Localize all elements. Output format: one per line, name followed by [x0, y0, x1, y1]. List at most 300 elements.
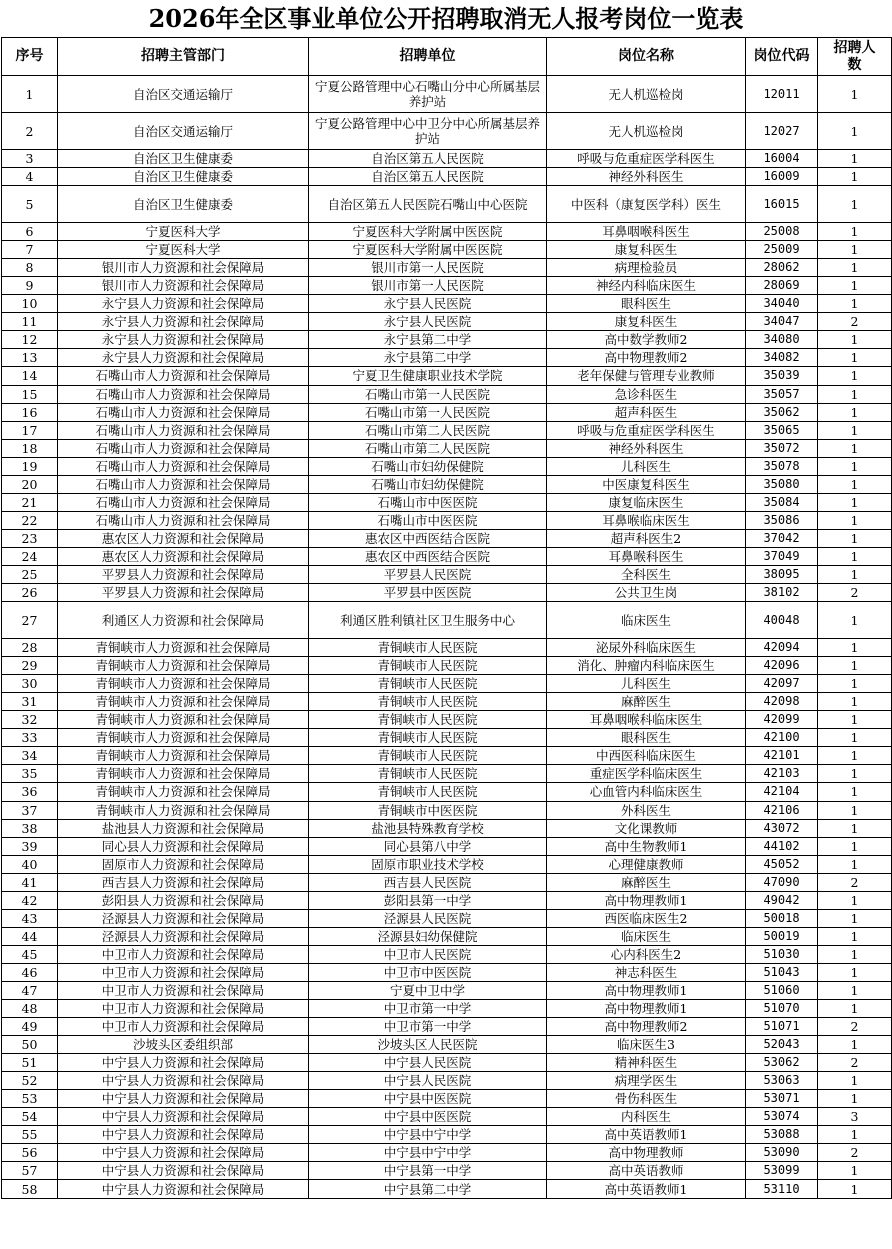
row-unit: 永宁县第二中学 [309, 331, 547, 349]
row-code: 16015 [746, 186, 818, 223]
row-no: 40 [2, 855, 58, 873]
row-post: 心理健康教师 [547, 855, 746, 873]
row-code: 35080 [746, 475, 818, 493]
row-count: 1 [818, 675, 892, 693]
row-code: 34080 [746, 331, 818, 349]
row-post: 精神科医生 [547, 1054, 746, 1072]
row-no: 10 [2, 295, 58, 313]
row-count: 1 [818, 457, 892, 475]
header-unit: 招聘单位 [309, 38, 547, 76]
row-dept: 中宁县人力资源和社会保障局 [58, 1162, 309, 1180]
table-row [2, 150, 892, 168]
table-row [2, 1144, 892, 1162]
row-dept: 青铜峡市人力资源和社会保障局 [58, 639, 309, 657]
row-count: 1 [818, 439, 892, 457]
row-post: 泌尿外科临床医生 [547, 639, 746, 657]
table-row [2, 765, 892, 783]
table-row [2, 529, 892, 547]
row-post: 高中物理教师1 [547, 981, 746, 999]
table-row [2, 331, 892, 349]
row-post: 全科医生 [547, 565, 746, 583]
row-unit: 中宁县第二中学 [309, 1180, 547, 1198]
table-row [2, 295, 892, 313]
row-no: 20 [2, 475, 58, 493]
table-row [2, 186, 892, 223]
row-no: 3 [2, 150, 58, 168]
row-dept: 永宁县人力资源和社会保障局 [58, 313, 309, 331]
row-unit: 永宁县人民医院 [309, 295, 547, 313]
row-code: 35057 [746, 385, 818, 403]
row-code: 40048 [746, 602, 818, 639]
row-no: 13 [2, 349, 58, 367]
row-code: 35065 [746, 421, 818, 439]
table-row [2, 873, 892, 891]
row-unit: 银川市第一人民医院 [309, 259, 547, 277]
row-unit: 石嘴山市第一人民医院 [309, 403, 547, 421]
row-unit: 自治区第五人民医院 [309, 150, 547, 168]
row-dept: 同心县人力资源和社会保障局 [58, 837, 309, 855]
row-unit: 惠农区中西医结合医院 [309, 529, 547, 547]
row-unit: 石嘴山市第二人民医院 [309, 439, 547, 457]
row-count: 1 [818, 493, 892, 511]
row-code: 25009 [746, 241, 818, 259]
row-no: 57 [2, 1162, 58, 1180]
table-row [2, 729, 892, 747]
header-row [2, 38, 892, 76]
row-post: 高中物理教师1 [547, 1000, 746, 1018]
row-count: 1 [818, 765, 892, 783]
table-row [2, 313, 892, 331]
row-no: 30 [2, 675, 58, 693]
row-post: 超声科医生 [547, 403, 746, 421]
row-unit: 西吉县人民医院 [309, 873, 547, 891]
row-unit: 宁夏医科大学附属中医医院 [309, 223, 547, 241]
table-row [2, 1072, 892, 1090]
row-no: 46 [2, 963, 58, 981]
row-dept: 永宁县人力资源和社会保障局 [58, 331, 309, 349]
row-no: 2 [2, 113, 58, 150]
row-dept: 石嘴山市人力资源和社会保障局 [58, 385, 309, 403]
row-no: 5 [2, 186, 58, 223]
row-post: 康复科医生 [547, 313, 746, 331]
row-no: 37 [2, 801, 58, 819]
row-no: 1 [2, 76, 58, 113]
row-no: 38 [2, 819, 58, 837]
row-dept: 中宁县人力资源和社会保障局 [58, 1054, 309, 1072]
row-post: 病理检验员 [547, 259, 746, 277]
row-code: 42100 [746, 729, 818, 747]
row-code: 12027 [746, 113, 818, 150]
row-post: 消化、肿瘤内科临床医生 [547, 657, 746, 675]
row-post: 无人机巡检岗 [547, 76, 746, 113]
row-dept: 自治区卫生健康委 [58, 150, 309, 168]
row-code: 37049 [746, 547, 818, 565]
row-unit: 永宁县第二中学 [309, 349, 547, 367]
row-code: 42104 [746, 783, 818, 801]
row-post: 老年保健与管理专业教师 [547, 367, 746, 385]
table-row [2, 367, 892, 385]
header-post: 岗位名称 [547, 38, 746, 76]
table-row [2, 76, 892, 113]
table-row [2, 584, 892, 602]
row-dept: 中卫市人力资源和社会保障局 [58, 945, 309, 963]
row-unit: 中卫市人民医院 [309, 945, 547, 963]
row-post: 神志科医生 [547, 963, 746, 981]
row-count: 1 [818, 602, 892, 639]
table-row [2, 837, 892, 855]
row-code: 25008 [746, 223, 818, 241]
row-count: 1 [818, 259, 892, 277]
row-count: 1 [818, 76, 892, 113]
table-row [2, 891, 892, 909]
row-post: 高中英语教师1 [547, 1126, 746, 1144]
row-dept: 自治区交通运输厅 [58, 113, 309, 150]
table-row [2, 981, 892, 999]
row-count: 1 [818, 295, 892, 313]
row-count: 1 [818, 963, 892, 981]
row-no: 28 [2, 639, 58, 657]
table-row [2, 657, 892, 675]
row-dept: 中宁县人力资源和社会保障局 [58, 1180, 309, 1198]
row-no: 31 [2, 693, 58, 711]
row-no: 42 [2, 891, 58, 909]
row-count: 1 [818, 113, 892, 150]
row-no: 35 [2, 765, 58, 783]
row-count: 1 [818, 639, 892, 657]
table-row [2, 168, 892, 186]
row-count: 2 [818, 1018, 892, 1036]
table-row [2, 349, 892, 367]
row-post: 神经外科医生 [547, 439, 746, 457]
row-count: 1 [818, 747, 892, 765]
row-count: 1 [818, 1000, 892, 1018]
row-unit: 宁夏医科大学附属中医医院 [309, 241, 547, 259]
page-title: 2026年全区事业单位公开招聘取消无人报考岗位一览表 [148, 4, 744, 33]
row-unit: 沙坡头区人民医院 [309, 1036, 547, 1054]
table-row [2, 439, 892, 457]
row-unit: 石嘴山市妇幼保健院 [309, 475, 547, 493]
row-code: 53090 [746, 1144, 818, 1162]
row-no: 33 [2, 729, 58, 747]
row-no: 11 [2, 313, 58, 331]
row-count: 1 [818, 1036, 892, 1054]
row-no: 39 [2, 837, 58, 855]
row-post: 临床医生3 [547, 1036, 746, 1054]
row-code: 34047 [746, 313, 818, 331]
table-row [2, 475, 892, 493]
row-count: 1 [818, 150, 892, 168]
row-post: 神经外科医生 [547, 168, 746, 186]
row-code: 37042 [746, 529, 818, 547]
row-no: 45 [2, 945, 58, 963]
row-no: 22 [2, 511, 58, 529]
table-row [2, 1090, 892, 1108]
table-row [2, 457, 892, 475]
row-no: 16 [2, 403, 58, 421]
row-post: 内科医生 [547, 1108, 746, 1126]
table-row [2, 819, 892, 837]
row-post: 高中生物教师1 [547, 837, 746, 855]
row-dept: 宁夏医科大学 [58, 223, 309, 241]
row-post: 临床医生 [547, 927, 746, 945]
row-count: 1 [818, 729, 892, 747]
row-no: 49 [2, 1018, 58, 1036]
table-row [2, 511, 892, 529]
table-row [2, 639, 892, 657]
row-code: 38102 [746, 584, 818, 602]
row-count: 1 [818, 1126, 892, 1144]
row-unit: 宁夏公路管理中心中卫分中心所属基层养护站 [309, 113, 547, 150]
row-unit: 中宁县中医医院 [309, 1090, 547, 1108]
row-code: 43072 [746, 819, 818, 837]
row-unit: 石嘴山市第一人民医院 [309, 385, 547, 403]
row-unit: 平罗县中医医院 [309, 584, 547, 602]
row-no: 24 [2, 547, 58, 565]
row-dept: 中宁县人力资源和社会保障局 [58, 1108, 309, 1126]
row-dept: 彭阳县人力资源和社会保障局 [58, 891, 309, 909]
row-code: 35062 [746, 403, 818, 421]
row-post: 急诊科医生 [547, 385, 746, 403]
row-count: 2 [818, 1054, 892, 1072]
row-code: 35086 [746, 511, 818, 529]
row-count: 1 [818, 837, 892, 855]
row-code: 51030 [746, 945, 818, 963]
table-row [2, 801, 892, 819]
row-code: 51071 [746, 1018, 818, 1036]
row-post: 神经内科临床医生 [547, 277, 746, 295]
row-count: 3 [818, 1108, 892, 1126]
row-count: 1 [818, 331, 892, 349]
table-row [2, 241, 892, 259]
row-count: 1 [818, 421, 892, 439]
row-count: 1 [818, 855, 892, 873]
row-count: 1 [818, 168, 892, 186]
row-no: 8 [2, 259, 58, 277]
row-post: 临床医生 [547, 602, 746, 639]
row-unit: 石嘴山市妇幼保健院 [309, 457, 547, 475]
row-dept: 自治区卫生健康委 [58, 168, 309, 186]
row-code: 47090 [746, 873, 818, 891]
row-count: 1 [818, 241, 892, 259]
row-no: 23 [2, 529, 58, 547]
row-unit: 宁夏中卫中学 [309, 981, 547, 999]
row-post: 耳鼻喉临床医生 [547, 511, 746, 529]
row-post: 公共卫生岗 [547, 584, 746, 602]
row-dept: 固原市人力资源和社会保障局 [58, 855, 309, 873]
row-dept: 中卫市人力资源和社会保障局 [58, 1018, 309, 1036]
row-count: 1 [818, 403, 892, 421]
row-unit: 中卫市第一中学 [309, 1000, 547, 1018]
row-post: 儿科医生 [547, 457, 746, 475]
table-row [2, 385, 892, 403]
row-code: 42106 [746, 801, 818, 819]
row-no: 9 [2, 277, 58, 295]
row-dept: 平罗县人力资源和社会保障局 [58, 584, 309, 602]
row-code: 50018 [746, 909, 818, 927]
row-no: 51 [2, 1054, 58, 1072]
table-row [2, 783, 892, 801]
row-no: 12 [2, 331, 58, 349]
table-row [2, 277, 892, 295]
row-no: 43 [2, 909, 58, 927]
row-count: 1 [818, 349, 892, 367]
row-unit: 青铜峡市人民医院 [309, 675, 547, 693]
row-no: 32 [2, 711, 58, 729]
row-code: 51070 [746, 1000, 818, 1018]
row-unit: 自治区第五人民医院 [309, 168, 547, 186]
row-dept: 中卫市人力资源和社会保障局 [58, 963, 309, 981]
row-code: 42096 [746, 657, 818, 675]
row-code: 38095 [746, 565, 818, 583]
row-code: 16004 [746, 150, 818, 168]
row-unit: 青铜峡市人民医院 [309, 765, 547, 783]
row-dept: 石嘴山市人力资源和社会保障局 [58, 403, 309, 421]
row-code: 42101 [746, 747, 818, 765]
row-post: 儿科医生 [547, 675, 746, 693]
row-no: 4 [2, 168, 58, 186]
row-post: 高中英语教师 [547, 1162, 746, 1180]
row-code: 42097 [746, 675, 818, 693]
row-dept: 惠农区人力资源和社会保障局 [58, 529, 309, 547]
table-row [2, 1018, 892, 1036]
row-unit: 中宁县第一中学 [309, 1162, 547, 1180]
row-post: 高中英语教师1 [547, 1180, 746, 1198]
row-dept: 盐池县人力资源和社会保障局 [58, 819, 309, 837]
row-dept: 青铜峡市人力资源和社会保障局 [58, 801, 309, 819]
row-code: 35072 [746, 439, 818, 457]
row-dept: 青铜峡市人力资源和社会保障局 [58, 693, 309, 711]
row-dept: 沙坡头区委组织部 [58, 1036, 309, 1054]
row-dept: 中宁县人力资源和社会保障局 [58, 1072, 309, 1090]
row-dept: 中宁县人力资源和社会保障局 [58, 1144, 309, 1162]
row-post: 呼吸与危重症医学科医生 [547, 421, 746, 439]
row-code: 53099 [746, 1162, 818, 1180]
row-post: 文化课教师 [547, 819, 746, 837]
row-unit: 青铜峡市人民医院 [309, 639, 547, 657]
row-unit: 青铜峡市中医医院 [309, 801, 547, 819]
row-dept: 永宁县人力资源和社会保障局 [58, 295, 309, 313]
row-dept: 石嘴山市人力资源和社会保障局 [58, 421, 309, 439]
row-unit: 中宁县人民医院 [309, 1072, 547, 1090]
row-count: 1 [818, 801, 892, 819]
row-no: 58 [2, 1180, 58, 1198]
row-code: 35084 [746, 493, 818, 511]
row-unit: 中宁县中医医院 [309, 1108, 547, 1126]
row-unit: 中宁县中宁中学 [309, 1126, 547, 1144]
row-code: 16009 [746, 168, 818, 186]
table-row [2, 1180, 892, 1198]
row-post: 耳鼻喉科医生 [547, 547, 746, 565]
row-unit: 惠农区中西医结合医院 [309, 547, 547, 565]
row-code: 53063 [746, 1072, 818, 1090]
row-post: 西医临床医生2 [547, 909, 746, 927]
row-count: 1 [818, 475, 892, 493]
row-count: 1 [818, 981, 892, 999]
row-post: 外科医生 [547, 801, 746, 819]
row-no: 53 [2, 1090, 58, 1108]
row-no: 7 [2, 241, 58, 259]
row-count: 1 [818, 711, 892, 729]
row-dept: 中卫市人力资源和社会保障局 [58, 1000, 309, 1018]
row-no: 50 [2, 1036, 58, 1054]
row-dept: 惠农区人力资源和社会保障局 [58, 547, 309, 565]
row-count: 1 [818, 385, 892, 403]
row-unit: 宁夏公路管理中心石嘴山分中心所属基层养护站 [309, 76, 547, 113]
row-dept: 石嘴山市人力资源和社会保障局 [58, 367, 309, 385]
row-post: 心血管内科临床医生 [547, 783, 746, 801]
row-no: 34 [2, 747, 58, 765]
table-row [2, 963, 892, 981]
header-code: 岗位代码 [746, 38, 818, 76]
row-dept: 青铜峡市人力资源和社会保障局 [58, 783, 309, 801]
table-row [2, 1126, 892, 1144]
row-no: 15 [2, 385, 58, 403]
row-no: 54 [2, 1108, 58, 1126]
row-unit: 石嘴山市中医医院 [309, 493, 547, 511]
table-row [2, 711, 892, 729]
table-row [2, 493, 892, 511]
row-post: 高中数学教师2 [547, 331, 746, 349]
table-row [2, 421, 892, 439]
row-dept: 中宁县人力资源和社会保障局 [58, 1126, 309, 1144]
row-unit: 盐池县特殊教育学校 [309, 819, 547, 837]
row-unit: 泾源县人民医院 [309, 909, 547, 927]
row-no: 47 [2, 981, 58, 999]
row-dept: 泾源县人力资源和社会保障局 [58, 909, 309, 927]
row-unit: 中宁县人民医院 [309, 1054, 547, 1072]
row-dept: 青铜峡市人力资源和社会保障局 [58, 657, 309, 675]
row-dept: 石嘴山市人力资源和社会保障局 [58, 493, 309, 511]
row-unit: 彭阳县第一中学 [309, 891, 547, 909]
row-code: 12011 [746, 76, 818, 113]
row-unit: 自治区第五人民医院石嘴山中心医院 [309, 186, 547, 223]
vacancy-table [1, 37, 892, 1199]
row-count: 2 [818, 313, 892, 331]
row-count: 1 [818, 186, 892, 223]
row-dept: 青铜峡市人力资源和社会保障局 [58, 765, 309, 783]
table-row [2, 1108, 892, 1126]
row-code: 53088 [746, 1126, 818, 1144]
row-unit: 银川市第一人民医院 [309, 277, 547, 295]
row-unit: 青铜峡市人民医院 [309, 693, 547, 711]
row-post: 麻醉医生 [547, 693, 746, 711]
row-dept: 泾源县人力资源和社会保障局 [58, 927, 309, 945]
row-count: 1 [818, 223, 892, 241]
row-count: 1 [818, 945, 892, 963]
row-count: 1 [818, 783, 892, 801]
table-row [2, 855, 892, 873]
row-count: 1 [818, 693, 892, 711]
row-count: 1 [818, 1180, 892, 1198]
row-no: 25 [2, 565, 58, 583]
row-count: 1 [818, 1072, 892, 1090]
row-code: 53062 [746, 1054, 818, 1072]
row-post: 无人机巡检岗 [547, 113, 746, 150]
row-code: 53074 [746, 1108, 818, 1126]
table-row [2, 113, 892, 150]
row-dept: 银川市人力资源和社会保障局 [58, 277, 309, 295]
row-count: 1 [818, 927, 892, 945]
row-unit: 宁夏卫生健康职业技术学院 [309, 367, 547, 385]
row-no: 27 [2, 602, 58, 639]
row-unit: 石嘴山市第二人民医院 [309, 421, 547, 439]
row-code: 42103 [746, 765, 818, 783]
row-unit: 平罗县人民医院 [309, 565, 547, 583]
row-dept: 石嘴山市人力资源和社会保障局 [58, 475, 309, 493]
row-unit: 青铜峡市人民医院 [309, 657, 547, 675]
row-count: 2 [818, 873, 892, 891]
row-code: 51043 [746, 963, 818, 981]
